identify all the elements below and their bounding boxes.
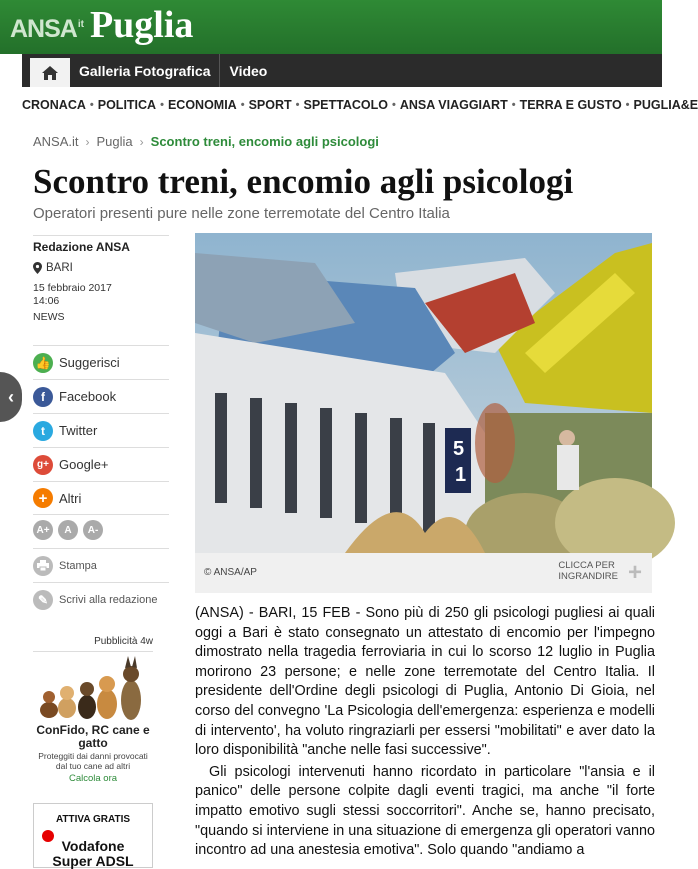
site-header: [0, 0, 662, 54]
print-button[interactable]: [33, 548, 169, 582]
article-body: [195, 604, 655, 861]
share-facebook-button[interactable]: [33, 379, 169, 413]
thumbs-up-icon: 👍: [33, 353, 53, 373]
separator-dot: •: [295, 99, 300, 111]
article-title: Scontro treni, encomio agli psicologi: [33, 162, 574, 201]
section-link[interactable]: SPETTACOLO: [303, 98, 388, 112]
article-date: [33, 282, 169, 308]
date-label: 15 febbraio 2017: [33, 282, 112, 294]
separator-dot: •: [160, 99, 164, 111]
plus-icon: +: [33, 488, 53, 508]
share-label: Twitter: [59, 423, 98, 438]
ad-product: Super ADSL: [52, 853, 134, 869]
font-decrease-button[interactable]: A-: [83, 520, 103, 540]
article-paragraph: Gli psicologi intervenuti hanno ricordato in particolare "l'ansia e il panico" delle persone colpite dagli eventi tragici, ma anche "il forte impatto emotivo sugli stessi soccorritori". Anche se, hanno precisato, "quando si interviene in una situazione di emergenza gli operatori vanno incontro ad una anestesia emotiva". Solo quando "andiamo a: [195, 763, 655, 859]
home-icon: [41, 65, 59, 81]
share-panel: [33, 345, 169, 515]
section-link[interactable]: SPORT: [248, 98, 292, 112]
share-googleplus-button[interactable]: [33, 447, 169, 481]
share-label: Facebook: [59, 389, 117, 404]
twitter-icon: t: [33, 421, 53, 441]
prev-article-button[interactable]: [0, 372, 22, 422]
ad-brand: Vodafone: [61, 838, 125, 854]
vodafone-logo-icon: [42, 830, 54, 842]
ad-body: Proteggiti dai danni provocati dal tuo cane ad altri: [38, 751, 148, 771]
train-crash-image: [195, 233, 652, 553]
plus-icon[interactable]: +: [627, 559, 642, 586]
print-label: Stampa: [59, 559, 97, 572]
svg-text:1: 1: [455, 464, 467, 486]
enlarge-photo-link[interactable]: [558, 560, 618, 582]
article-category: NEWS: [33, 311, 65, 323]
font-reset-button[interactable]: A: [58, 520, 78, 540]
font-increase-button[interactable]: A+: [33, 520, 53, 540]
googleplus-icon: g+: [33, 455, 53, 475]
main-nav: [22, 54, 662, 87]
section-link[interactable]: ANSA VIAGGIART: [399, 98, 508, 112]
share-others-button[interactable]: [33, 481, 169, 515]
ad-confido[interactable]: [33, 652, 153, 784]
photo-caption-bar: [195, 553, 652, 593]
time-label: 14:06: [33, 295, 60, 307]
section-link[interactable]: POLITICA: [97, 98, 157, 112]
chevron-left-icon: ‹: [8, 386, 14, 407]
nav-item-gallery[interactable]: Galleria Fotografica: [79, 62, 211, 79]
ad-vodafone[interactable]: [33, 803, 153, 868]
breadcrumb-home[interactable]: ANSA.it: [33, 134, 79, 149]
article-paragraph: (ANSA) - BARI, 15 FEB - Sono più di 250 gli psicologi pugliesi ai quali oggi a Bari è stato consegnato un attestato di encomio per l'impegno dimostrato nella tragedia ferroviaria in cui lo scorso 12 luglio in Puglia morirono 23 persone; e nelle zone terremotate del Centro Italia. Il presidente dell'Ordine degli psicologi di Puglia, Antonio Di Gioia, nel corso del convegno 'La Psicologia dell'emergenza: esperienza e modelli di intervento', ha voluto ringraziarli per essersi "mobilitati" e aver dato la loro disponibilità "anche nelle fasi successive".: [195, 605, 655, 759]
separator-dot: •: [625, 99, 630, 111]
breadcrumb: [33, 134, 379, 149]
svg-text:5: 5: [453, 438, 465, 460]
ad-label: Pubblicità 4w: [33, 636, 153, 652]
pencil-icon: ✎: [33, 590, 53, 610]
share-label: Altri: [59, 490, 82, 506]
article-location: [33, 262, 169, 274]
map-pin-icon: [33, 262, 42, 274]
separator-dot: •: [89, 99, 94, 111]
printer-icon: [33, 556, 53, 576]
separator-dot: •: [240, 99, 245, 111]
font-size-controls: [33, 520, 103, 540]
ad-headline: ATTIVA GRATIS: [55, 814, 131, 825]
separator-dot: •: [511, 99, 516, 111]
breadcrumb-region[interactable]: Puglia: [96, 134, 133, 149]
facebook-icon: f: [33, 387, 53, 407]
share-twitter-button[interactable]: [33, 413, 169, 447]
brand-suffix: it: [77, 19, 84, 30]
article-subtitle: Operatori presenti pure nelle zone terremotate del Centro Italia: [33, 205, 450, 222]
enlarge-label-line: CLICCA PER: [558, 560, 615, 571]
ad-cta-link[interactable]: Calcola ora: [68, 773, 118, 784]
nav-home-button[interactable]: [30, 58, 70, 87]
ad-title: ConFido, RC cane e gatto: [36, 723, 150, 750]
section-link[interactable]: CRONACA: [22, 98, 86, 112]
write-editorial-button[interactable]: [33, 582, 169, 616]
section-link[interactable]: PUGLIA&E: [633, 98, 698, 112]
share-label: Google+: [59, 457, 109, 472]
article-meta: [33, 235, 169, 323]
nav-item-video[interactable]: Video: [219, 54, 276, 87]
separator-dot: •: [391, 99, 396, 111]
section-link[interactable]: TERRA E GUSTO: [519, 98, 622, 112]
share-suggest-button[interactable]: [33, 345, 169, 379]
breadcrumb-current: Scontro treni, encomio agli psicologi: [150, 134, 379, 149]
share-label: Suggerisci: [59, 355, 120, 370]
article-photo[interactable]: [195, 233, 652, 553]
location-label: BARI: [46, 262, 73, 274]
chevron-right-icon: ›: [139, 134, 144, 149]
section-link[interactable]: ECONOMIA: [167, 98, 237, 112]
site-logo[interactable]: [10, 6, 193, 44]
enlarge-label-line: INGRANDIRE: [558, 571, 618, 582]
chevron-right-icon: ›: [85, 134, 90, 149]
dogs-image: [33, 652, 153, 724]
article-author: Redazione ANSA: [33, 240, 130, 254]
region-name: Puglia: [89, 4, 194, 46]
section-nav: [22, 95, 698, 115]
write-label: Scrivi alla redazione: [59, 593, 158, 606]
photo-credit: © ANSA/AP: [204, 567, 257, 578]
brand-name: ANSA: [10, 15, 77, 43]
